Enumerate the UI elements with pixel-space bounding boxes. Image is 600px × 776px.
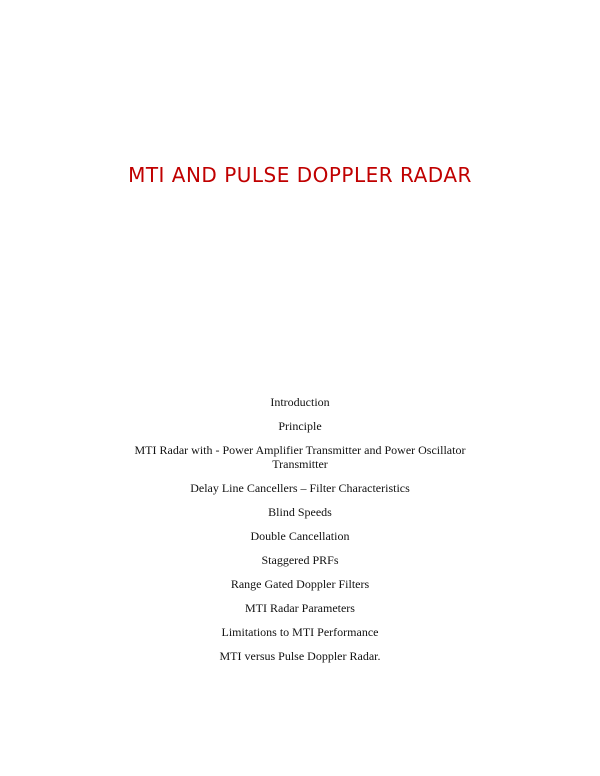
topic-item-range-gated-doppler-filters: Range Gated Doppler Filters [230, 577, 370, 591]
topic-item-introduction: Introduction [270, 395, 330, 409]
topic-item-principle: Principle [278, 419, 322, 433]
document-title: MTI AND PULSE DOPPLER RADAR [128, 163, 472, 187]
topic-item-mti-radar-parameters: MTI Radar Parameters [245, 601, 355, 615]
topic-item-mti-vs-pulse-doppler: MTI versus Pulse Doppler Radar. [219, 649, 381, 663]
topic-item-blind-speeds: Blind Speeds [268, 505, 332, 519]
topic-list [110, 395, 490, 673]
topic-item-double-cancellation: Double Cancellation [250, 529, 350, 543]
topic-item-delay-line-cancellers: Delay Line Cancellers – Filter Characteristics [190, 481, 410, 495]
topic-item-staggered-prfs: Staggered PRFs [261, 553, 339, 567]
topic-item-mti-radar-transmitters: MTI Radar with - Power Amplifier Transmitter and Power Oscillator Transmitter [134, 443, 466, 471]
topic-item-limitations: Limitations to MTI Performance [221, 625, 379, 639]
